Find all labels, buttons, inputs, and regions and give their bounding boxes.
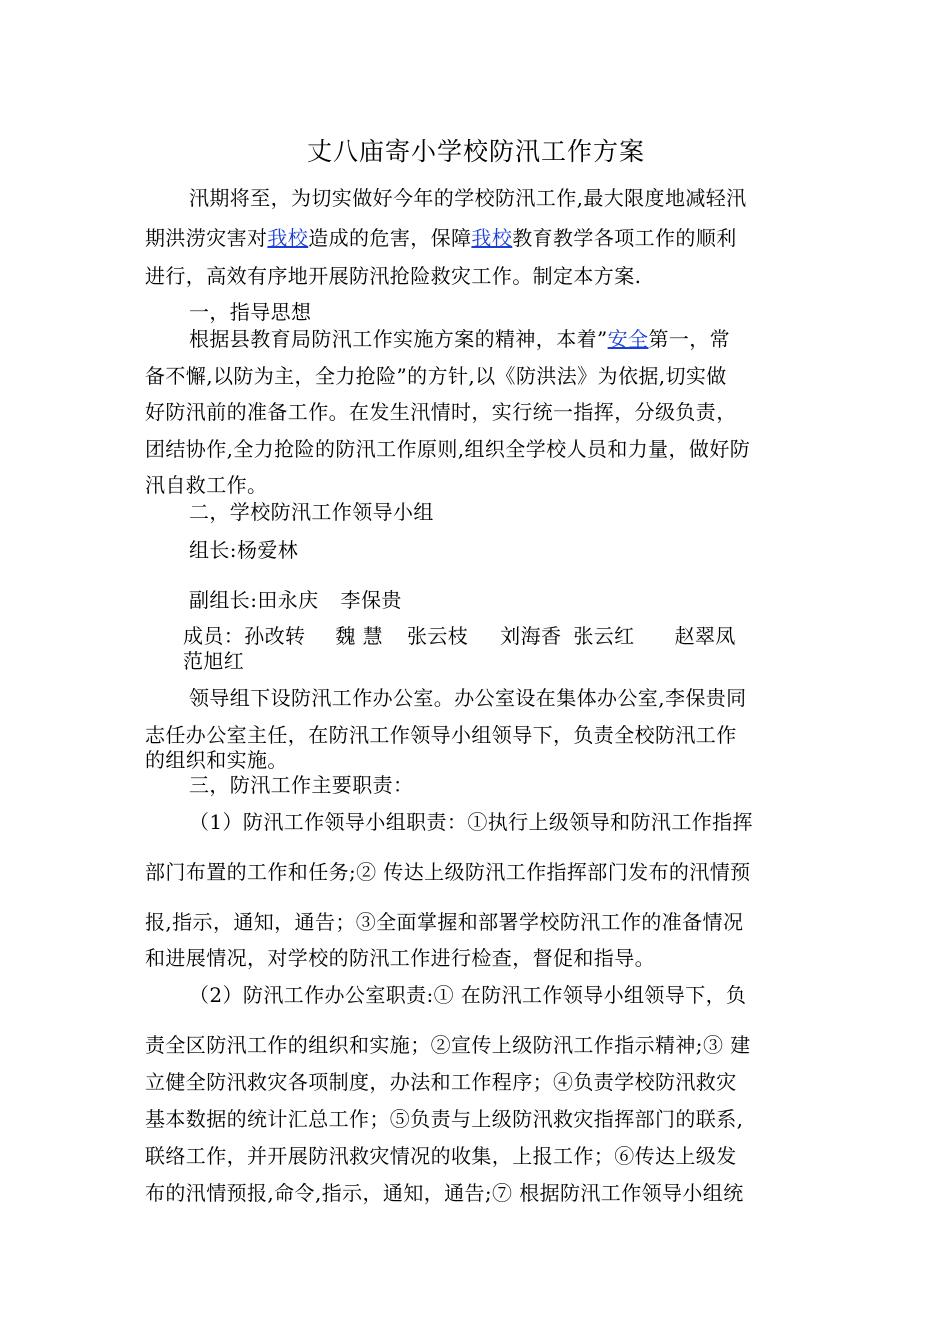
section-1-text: 第一，常 — [648, 327, 731, 351]
intro-line-1: 汛期将至，为切实做好今年的学校防汛工作,最大限度地减轻汛 — [189, 186, 747, 210]
section-1-line-4: 团结协作,全力抢险的防汛工作原则,组织全学校人员和力量，做好防 — [145, 437, 751, 461]
section-1-line-5: 汛自救工作。 — [145, 473, 268, 497]
members-line-2: 范旭红 — [183, 649, 245, 673]
section-1-line-3: 好防汛前的准备工作。在发生汛情时，实行统一指挥，分级负责， — [145, 400, 737, 424]
office-line-3: 的组织和实施。 — [145, 748, 288, 772]
duties-2-line-5: 联络工作，并开展防汛救灾情况的收集，上报工作；⑥传达上级发 — [145, 1144, 737, 1168]
office-line-1: 领导组下设防汛工作办公室。办公室设在集体办公室,李保贵同 — [189, 686, 747, 710]
page-title: 丈八庙寄小学校防汛工作方案 — [307, 137, 646, 166]
member-name: 张云红 — [573, 624, 635, 648]
section-1-heading: 一，指导思想 — [189, 300, 312, 324]
intro-line-2 — [145, 226, 737, 250]
section-3-heading: 三，防汛工作主要职责： — [189, 773, 414, 797]
deputy-leader-line — [189, 588, 402, 612]
duties-2-line-4: 基本数据的统计汇总工作；⑤负责与上级防汛救灾指挥部门的联系, — [145, 1107, 744, 1131]
member-name: 刘海香 — [500, 624, 562, 648]
intro-text: 教育教学各项工作的顺利 — [512, 226, 737, 250]
members-label: 成员：孙改转 — [183, 624, 306, 648]
section-1-text: 根据县教育局防汛工作实施方案的精神，本着” — [189, 327, 608, 351]
deputy-leader-2: 李保贵 — [340, 588, 402, 612]
link-our-school-1[interactable]: 我校 — [267, 226, 309, 250]
duties-2-line-2: 责全区防汛工作的组织和实施；②宣传上级防汛工作指示精神;③ 建 — [145, 1033, 751, 1057]
link-our-school-2[interactable]: 我校 — [471, 226, 513, 250]
office-line-2: 志任办公室主任，在防汛工作领导小组领导下，负责全校防汛工作 — [145, 723, 737, 747]
duties-2-line-1: （2）防汛工作办公室职责:① 在防汛工作领导小组领导下，负 — [189, 983, 747, 1007]
duties-1-line-4: 和进展情况，对学校的防汛工作进行检查，督促和指导。 — [145, 946, 655, 970]
duties-2-line-3: 立健全防汛救灾各项制度，办法和工作程序；④负责学校防汛救灾 — [145, 1070, 737, 1094]
intro-text: 期洪涝灾害对 — [145, 226, 268, 250]
duties-1-line-2: 部门布置的工作和任务;② 传达上级防汛工作指挥部门发布的汛情预 — [145, 860, 751, 884]
section-2-heading: 二，学校防汛工作领导小组 — [189, 500, 434, 524]
link-safety[interactable]: 安全 — [607, 327, 649, 351]
intro-text: 造成的危害，保障 — [308, 226, 472, 250]
duties-1-line-3: 报,指示，通知，通告；③全面掌握和部署学校防汛工作的准备情况 — [145, 910, 744, 934]
members-line — [183, 624, 736, 648]
intro-line-3: 进行，高效有序地开展防汛抢险救灾工作。制定本方案. — [145, 264, 642, 288]
section-1-line-2: 备不懈,以防为主，全力抢险”的方针,以《防洪法》为依据,切实做 — [145, 364, 727, 388]
leader-line: 组长:杨爱林 — [189, 538, 299, 562]
duties-1-line-1: （1）防汛工作领导小组职责：①执行上级领导和防汛工作指挥 — [189, 810, 753, 834]
duties-2-line-6: 布的汛情预报,命令,指示，通知，通告;⑦ 根据防汛工作领导小组统 — [145, 1181, 744, 1205]
section-1-line-1 — [189, 327, 730, 351]
deputy-leader-1: 副组长:田永庆 — [189, 588, 319, 612]
member-name: 张云枝 — [406, 624, 469, 648]
member-name: 魏 慧 — [335, 624, 383, 648]
member-name: 赵翠凤 — [674, 624, 736, 648]
